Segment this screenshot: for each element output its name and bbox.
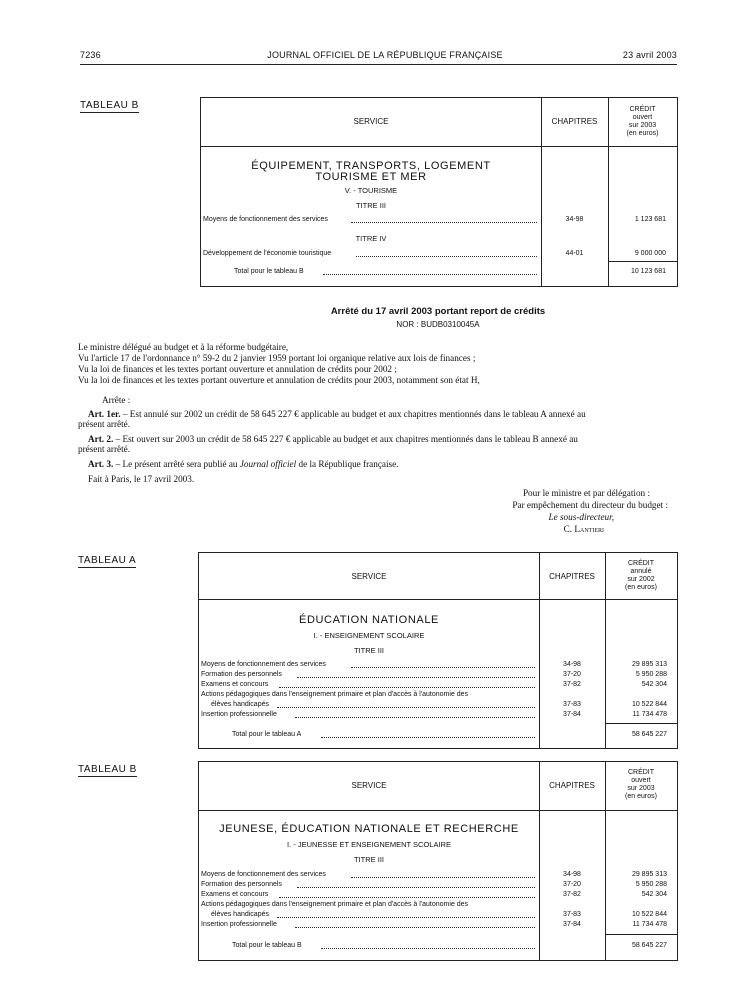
- article-2-cont: présent arrêté.: [78, 444, 131, 454]
- arrete-word: Arrête :: [102, 395, 131, 405]
- table-row: Moyens de fonctionnement des services 34-98 29 895 313: [201, 661, 667, 668]
- signature-line: Le sous-directeur,: [548, 512, 614, 522]
- titre-heading: TITRE III: [354, 855, 384, 864]
- issue-date: 23 avril 2003: [622, 50, 677, 60]
- tableau-b2: [198, 761, 678, 961]
- tableau-a-label: TABLEAU A: [78, 555, 137, 566]
- signatory-name: C. Lantieri: [563, 524, 604, 534]
- col-chapitres: CHAPITRES: [551, 117, 598, 126]
- total-row: Total pour le tableau A 58 645 227: [232, 731, 667, 738]
- table-row: Actions pédagogiques dans l'enseignement primaire et plan d'accès à l'autonomie des: [201, 901, 469, 908]
- titre-heading: TITRE III: [356, 201, 386, 210]
- col-chapitres: CHAPITRES: [549, 781, 595, 790]
- col-credit: CRÉDIT annulé sur 2002 (en euros): [625, 560, 657, 591]
- ministry-title: ÉQUIPEMENT, TRANSPORTS, LOGEMENT TOURISME ET MER: [251, 160, 491, 183]
- header-rule: [80, 64, 677, 65]
- journal-title: JOURNAL OFFICIEL DE LA RÉPUBLIQUE FRANÇAISE: [267, 50, 503, 60]
- table-row: Développement de l'économie touristique 44-01 9 000 000: [203, 250, 666, 257]
- tableau-b2-label: TABLEAU B: [78, 764, 137, 775]
- table-row: élèves handicapés 37-83 10 522 844: [211, 911, 667, 918]
- section-title: V. - TOURISME: [344, 186, 398, 195]
- total-row: Total pour le tableau B 58 645 227: [232, 942, 667, 949]
- visa-line: Vu l'article 17 de l'ordonnance n° 59-2 du 2 janvier 1959 portant loi organique relative aux lois de finances ;: [78, 353, 476, 363]
- titre-heading: TITRE III: [354, 646, 384, 655]
- table-row: Insertion professionnelle 37-84 11 734 478: [201, 921, 667, 928]
- col-service: SERVICE: [351, 572, 387, 581]
- article-2: Art. 2. – Est ouvert sur 2003 un crédit de 58 645 227 € applicable au budget et aux chapitres mentionnés dans le tableau B annexé au: [88, 434, 578, 444]
- table-row: Examens et concours 37-82 542 304: [201, 891, 667, 898]
- article-3: Art. 3. – Le présent arrêté sera publié au Journal officiel de la République française.: [88, 459, 399, 469]
- visa-line: Vu la loi de finances et les textes portant ouverture et annulation de crédits pour 2002 ;: [78, 364, 397, 374]
- nor-reference: NOR : BUDB0310045A: [396, 320, 480, 329]
- visa-line: Vu la loi de finances et les textes portant ouverture et annulation de crédits pour 2003, notamment son état H,: [78, 375, 480, 385]
- col-credit: CRÉDIT ouvert sur 2003 (en euros): [625, 769, 657, 800]
- section-title: I. - ENSEIGNEMENT SCOLAIRE: [313, 631, 425, 640]
- table-row: Moyens de fonctionnement des services 34-98 1 123 681: [203, 216, 666, 223]
- tableau-a: [198, 552, 678, 749]
- table-row: Formation des personnels 37-20 5 950 288: [201, 881, 667, 888]
- signature-line: Pour le ministre et par délégation :: [522, 488, 650, 498]
- table-row: élèves handicapés 37-83 10 522 844: [211, 701, 667, 708]
- article-1: Art. 1er. – Est annulé sur 2002 un crédit de 58 645 227 € applicable au budget et aux chapitres mentionnés dans le tableau A annexé au: [88, 409, 586, 419]
- ministry-title: JEUNESE, ÉDUCATION NATIONALE ET RECHERCHE: [219, 823, 519, 835]
- tableau-b1-label: TABLEAU B: [80, 100, 139, 111]
- table-row: Insertion professionnelle 37-84 11 734 478: [201, 711, 667, 718]
- col-chapitres: CHAPITRES: [549, 572, 595, 581]
- titre-heading: TITRE IV: [355, 234, 387, 243]
- table-row: Actions pédagogiques dans l'enseignement primaire et plan d'accès à l'autonomie des: [201, 691, 469, 698]
- col-credit: CRÉDIT ouvert sur 2003 (en euros): [626, 106, 659, 137]
- col-service: SERVICE: [353, 117, 389, 126]
- table-row: Moyens de fonctionnement des services 34-98 29 895 313: [201, 871, 667, 878]
- arrete-title: Arrêté du 17 avril 2003 portant report de crédits: [330, 306, 546, 317]
- table-row: Examens et concours 37-82 542 304: [201, 681, 667, 688]
- section-title: I. - JEUNESSE ET ENSEIGNEMENT SCOLAIRE: [287, 840, 451, 849]
- tableau-b1: [200, 97, 678, 287]
- article-1-cont: présent arrêté.: [78, 419, 131, 429]
- visa-line: Le ministre délégué au budget et à la réforme budgétaire,: [78, 342, 289, 352]
- fait-a-paris: Fait à Paris, le 17 avril 2003.: [88, 474, 195, 484]
- ministry-title: ÉDUCATION NATIONALE: [299, 614, 439, 626]
- total-row: Total pour le tableau B 10 123 681: [234, 268, 666, 275]
- signature-line: Par empêchement du directeur du budget :: [512, 500, 668, 510]
- page-number: 7236: [80, 50, 101, 60]
- table-row: Formation des personnels 37-20 5 950 288: [201, 671, 667, 678]
- col-service: SERVICE: [351, 781, 387, 790]
